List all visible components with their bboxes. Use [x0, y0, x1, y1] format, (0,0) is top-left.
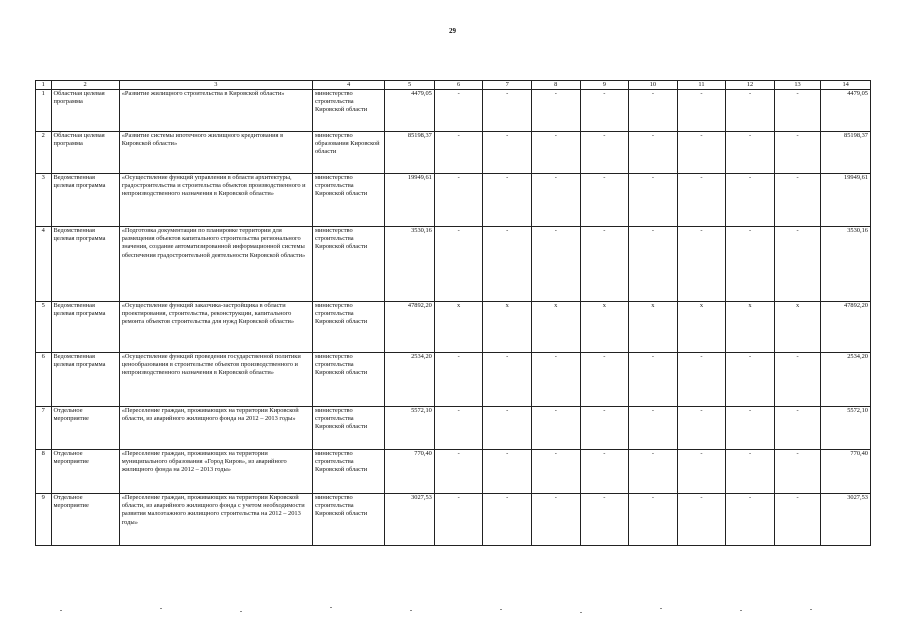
value-cell: -	[726, 494, 775, 546]
table-row	[36, 450, 871, 494]
value-cell: -	[434, 494, 483, 546]
table-row	[36, 174, 871, 227]
column-header: 13	[774, 81, 821, 90]
executor-cell: министерство образования Кировской области	[312, 132, 384, 174]
column-header: 7	[483, 81, 532, 90]
program-type-cell: Отдельное мероприятие	[51, 494, 119, 546]
program-name-cell: «Переселение граждан, проживающих на территории муниципального образования «Город Киров», из аварийного жилищного фонда на 2012 – 2013 годы»	[119, 450, 312, 494]
row-number-cell: 8	[36, 450, 52, 494]
header-row	[36, 81, 871, 90]
row-number-cell: 1	[36, 90, 52, 132]
value-cell: -	[726, 407, 775, 450]
scan-specks	[0, 590, 905, 620]
total-cell: 5572,10	[821, 407, 871, 450]
value-cell: -	[434, 132, 483, 174]
value-cell: x	[531, 302, 580, 353]
table-row	[36, 90, 871, 132]
program-name-cell: «Развитие системы ипотечного жилищного кредитования в Кировской области»	[119, 132, 312, 174]
value-cell: -	[774, 353, 821, 407]
table-body	[36, 90, 871, 546]
value-cell: -	[629, 227, 678, 302]
value-cell: -	[434, 407, 483, 450]
value-cell: -	[774, 227, 821, 302]
column-header: 5	[385, 81, 435, 90]
value-cell: -	[677, 174, 726, 227]
total-cell: 3027,53	[821, 494, 871, 546]
value-cell: -	[483, 227, 532, 302]
value-cell: -	[774, 407, 821, 450]
amount-cell: 2534,20	[385, 353, 435, 407]
value-cell: -	[531, 132, 580, 174]
value-cell: -	[774, 132, 821, 174]
value-cell: x	[580, 302, 629, 353]
value-cell: x	[434, 302, 483, 353]
value-cell: -	[629, 353, 678, 407]
amount-cell: 47892,20	[385, 302, 435, 353]
value-cell: -	[531, 407, 580, 450]
table-row	[36, 227, 871, 302]
row-number-cell: 5	[36, 302, 52, 353]
total-cell: 47892,20	[821, 302, 871, 353]
column-header: 11	[677, 81, 726, 90]
column-header: 12	[726, 81, 775, 90]
table-row	[36, 494, 871, 546]
row-number-cell: 9	[36, 494, 52, 546]
row-number-cell: 7	[36, 407, 52, 450]
row-number-cell: 2	[36, 132, 52, 174]
value-cell: -	[483, 353, 532, 407]
value-cell: -	[434, 227, 483, 302]
value-cell: -	[677, 494, 726, 546]
program-name-cell: «Переселение граждан, проживающих на территории Кировской области, из аварийного жилищного фонда на 2012 – 2013 годы»	[119, 407, 312, 450]
value-cell: -	[677, 90, 726, 132]
column-header: 10	[629, 81, 678, 90]
program-type-cell: Ведомственная целевая программа	[51, 353, 119, 407]
value-cell: -	[774, 450, 821, 494]
budget-table	[35, 80, 871, 546]
column-header: 1	[36, 81, 52, 90]
executor-cell: министерство строительства Кировской области	[312, 90, 384, 132]
value-cell: x	[726, 302, 775, 353]
value-cell: -	[726, 227, 775, 302]
executor-cell: министерство строительства Кировской области	[312, 302, 384, 353]
value-cell: -	[580, 227, 629, 302]
value-cell: -	[580, 174, 629, 227]
executor-cell: министерство строительства Кировской области	[312, 494, 384, 546]
value-cell: x	[483, 302, 532, 353]
program-name-cell: «Подготовка документации по планировке территории для размещения объектов капитального строительства регионального значения, создание автоматизированной информационной системы обеспечения градостроительной деятельности Кировской области»	[119, 227, 312, 302]
table-row	[36, 407, 871, 450]
total-cell: 2534,20	[821, 353, 871, 407]
value-cell: -	[483, 407, 532, 450]
row-number-cell: 3	[36, 174, 52, 227]
program-type-cell: Ведомственная целевая программа	[51, 227, 119, 302]
value-cell: x	[629, 302, 678, 353]
column-header: 4	[312, 81, 384, 90]
total-cell: 770,40	[821, 450, 871, 494]
table-row	[36, 353, 871, 407]
value-cell: -	[580, 132, 629, 174]
value-cell: -	[434, 450, 483, 494]
value-cell: -	[726, 132, 775, 174]
value-cell: -	[629, 407, 678, 450]
column-header: 8	[531, 81, 580, 90]
value-cell: -	[434, 353, 483, 407]
value-cell: -	[726, 174, 775, 227]
amount-cell: 5572,10	[385, 407, 435, 450]
value-cell: -	[677, 407, 726, 450]
table-row	[36, 132, 871, 174]
total-cell: 85198,37	[821, 132, 871, 174]
executor-cell: министерство строительства Кировской области	[312, 227, 384, 302]
executor-cell: министерство строительства Кировской области	[312, 450, 384, 494]
value-cell: -	[629, 132, 678, 174]
amount-cell: 19949,61	[385, 174, 435, 227]
total-cell: 19949,61	[821, 174, 871, 227]
value-cell: -	[483, 174, 532, 227]
executor-cell: министерство строительства Кировской области	[312, 353, 384, 407]
value-cell: -	[726, 90, 775, 132]
value-cell: -	[531, 353, 580, 407]
column-header: 9	[580, 81, 629, 90]
value-cell: -	[531, 227, 580, 302]
column-header: 14	[821, 81, 871, 90]
program-name-cell: «Переселение граждан, проживающих на территории Кировской области, из аварийного жилищного фонда с учетом необходимости развития малоэтажного жилищного строительства на 2012 – 2013 годы»	[119, 494, 312, 546]
program-type-cell: Областная целевая программа	[51, 90, 119, 132]
column-header: 6	[434, 81, 483, 90]
value-cell: -	[580, 494, 629, 546]
value-cell: -	[629, 450, 678, 494]
value-cell: -	[531, 450, 580, 494]
value-cell: -	[677, 227, 726, 302]
value-cell: -	[483, 90, 532, 132]
value-cell: -	[580, 407, 629, 450]
value-cell: -	[483, 450, 532, 494]
value-cell: -	[483, 132, 532, 174]
table-row	[36, 302, 871, 353]
amount-cell: 85198,37	[385, 132, 435, 174]
amount-cell: 3027,53	[385, 494, 435, 546]
value-cell: -	[726, 353, 775, 407]
program-type-cell: Областная целевая программа	[51, 132, 119, 174]
value-cell: -	[774, 494, 821, 546]
value-cell: -	[580, 90, 629, 132]
value-cell: -	[629, 90, 678, 132]
page-number: 29	[449, 27, 456, 35]
value-cell: -	[483, 494, 532, 546]
value-cell: -	[580, 353, 629, 407]
value-cell: -	[677, 353, 726, 407]
value-cell: -	[580, 450, 629, 494]
column-header: 3	[119, 81, 312, 90]
amount-cell: 3530,16	[385, 227, 435, 302]
value-cell: -	[434, 90, 483, 132]
program-type-cell: Ведомственная целевая программа	[51, 302, 119, 353]
program-type-cell: Ведомственная целевая программа	[51, 174, 119, 227]
value-cell: x	[677, 302, 726, 353]
total-cell: 4479,05	[821, 90, 871, 132]
value-cell: -	[677, 132, 726, 174]
program-name-cell: «Развитие жилищного строительства в Кировской области»	[119, 90, 312, 132]
value-cell: -	[629, 494, 678, 546]
row-number-cell: 4	[36, 227, 52, 302]
program-type-cell: Отдельное мероприятие	[51, 450, 119, 494]
program-name-cell: «Осуществление функций управления в области архитектуры, градостроительства и строительства объектов производственного и непроизводственного назначения в Кировской области»	[119, 174, 312, 227]
value-cell: -	[774, 174, 821, 227]
amount-cell: 4479,05	[385, 90, 435, 132]
value-cell: -	[531, 90, 580, 132]
value-cell: -	[726, 450, 775, 494]
value-cell: -	[774, 90, 821, 132]
value-cell: -	[531, 174, 580, 227]
total-cell: 3530,16	[821, 227, 871, 302]
column-header: 2	[51, 81, 119, 90]
value-cell: -	[434, 174, 483, 227]
program-name-cell: «Осуществление функций проведения государственной политики ценообразования в строительстве объектов производственного и непроизводственного назначения в Кировской области»	[119, 353, 312, 407]
program-type-cell: Отдельное мероприятие	[51, 407, 119, 450]
value-cell: -	[629, 174, 678, 227]
program-name-cell: «Осуществление функций заказчика-застройщика в области проектирования, строительства, реконструкции, капитального ремонта объектов строительства для нужд Кировской области»	[119, 302, 312, 353]
value-cell: -	[677, 450, 726, 494]
amount-cell: 770,40	[385, 450, 435, 494]
executor-cell: министерство строительства Кировской области	[312, 174, 384, 227]
executor-cell: министерство строительства Кировской области	[312, 407, 384, 450]
value-cell: x	[774, 302, 821, 353]
row-number-cell: 6	[36, 353, 52, 407]
value-cell: -	[531, 494, 580, 546]
